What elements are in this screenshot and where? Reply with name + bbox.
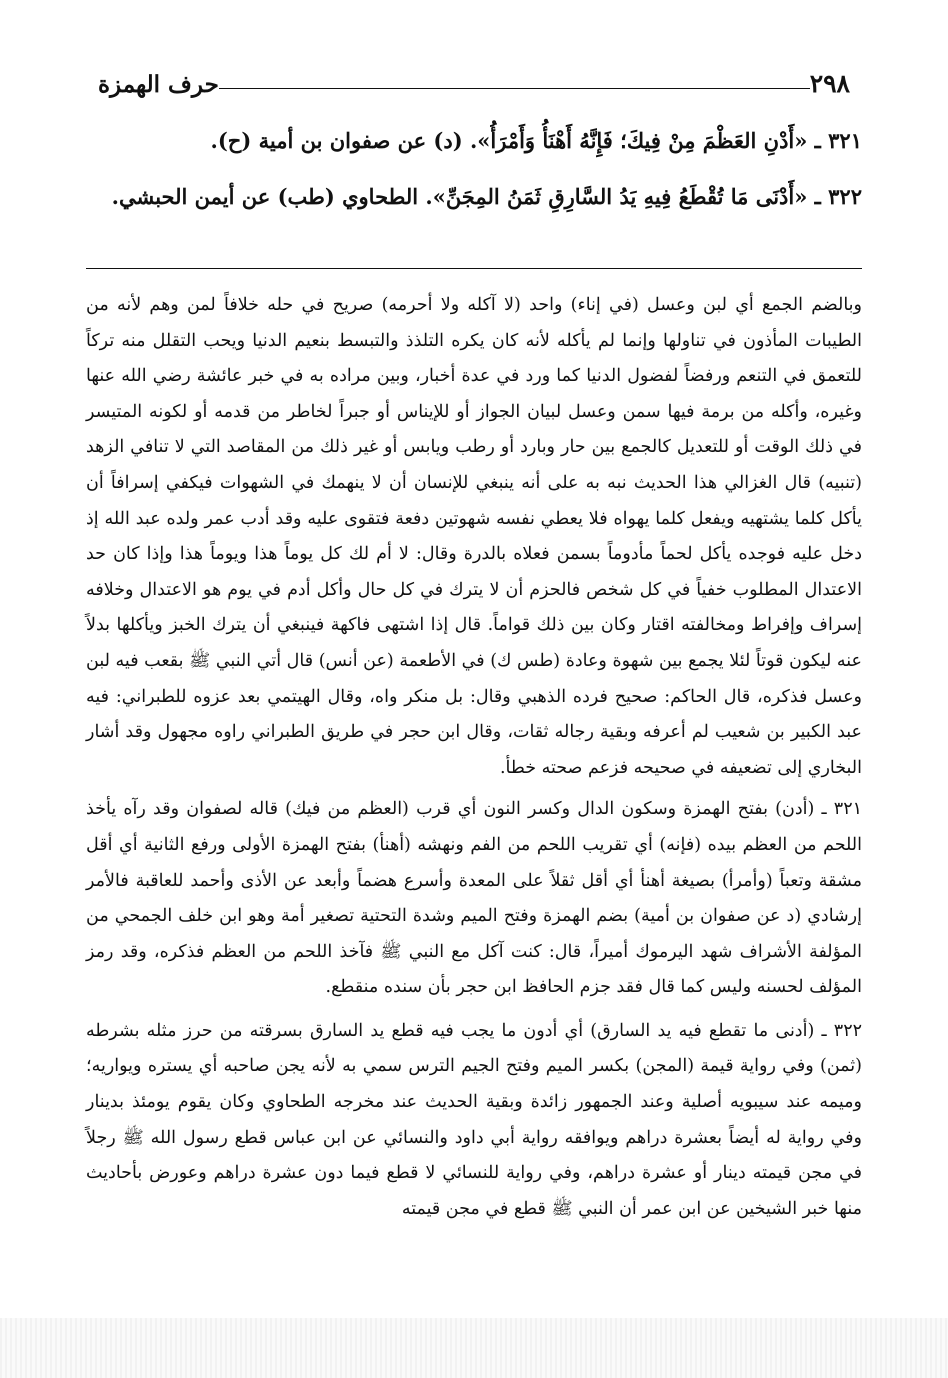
- page-header: [86, 58, 862, 98]
- hadith-block: [86, 118, 862, 230]
- commentary-paragraph-322: ٣٢٢ ـ (أدنى ما تقطع فيه يد السارق) أي أدون ما يجب فيه قطع يد السارق بسرقته من حرز مثله بشرطه (ثمن) وفي رواية قيمة (المجن) بكسر الميم وفتح الجيم الترس سمي به لأنه يجن صاحبه أي يستره ويواريه؛ وميمه عند سيبويه أصلية وعند الجمهور زائدة وبقية الحديث عند مخرجه الطحاوي وكان يقوم يومئذ بدينار وفي رواية له أيضاً بعشرة دراهم ويوافقه رواية أبي داود والنسائي عن ابن عباس قطع رسول الله ﷺ رجلاً في مجن قيمته دينار أو عشرة دراهم، وفي رواية للنسائي لا قطع فيما دون عشرة دراهم وعورض بأحاديث منها خبر الشيخين عن ابن عمر أن النبي ﷺ قطع في مجن قيمته: [86, 1020, 862, 1219]
- hadith-322-text: ٣٢٢ ـ «أَدْنَى مَا تُقْطَعُ فِيهِ يَدُ السَّارِقِ ثَمَنُ المِجَنِّ». الطحاوي (طب) عن أيمن الحبشي.: [111, 184, 862, 209]
- hadith-322: [86, 174, 862, 220]
- commentary-paragraph: وبالضم الجمع أي لبن وعسل (في إناء) واحد (لا آكله ولا أحرمه) صريح في حله خلافاً لمن وهم لأنه من الطيبات المأذون في تناولها وإنما لم يأكله لأنه كان يكره التلذذ والتبسط بنعيم الدنيا ويحب التقلل منه تركاً للتعمق في التنعم ورفضاً لفضول الدنيا كما ورد في عدة أخبار، وبين مراده به في خبر عائشة رضي الله عنها وغيره، وأكله من برمة فيها سمن وعسل لبيان الجواز أو للإيناس أو جبراً لخاطر من قدمه أو لكونه المتيسر في ذلك الوقت أو للتعديل كالجمع بين حار وبارد أو رطب ويابس أو غير ذلك من المقاصد التي لا تنافي الزهد (تنبيه) قال الغزالي هذا الحديث نبه به على أنه ينبغي للإنسان أن لا ينهمك في الشهوات فيكفي إسرافاً أن يأكل كلما يشتهيه ويفعل كلما يهواه فلا يعطي نفسه شهوتين دفعة فتقوى عليه وقد أدب عمر ولده عبد الله إذ دخل عليه فوجده يأكل لحماً مأدوماً بسمن فعلاه بالدرة وقال: لا أم لك كل يوماً هذا ويوماً هذا وإذا كان حد الاعتدال المطلوب خفياً في كل شخص فالحزم أن لا يترك في كل حال وأكل أدم في يوم هو الاعتدال وخلافه إسراف وإفراط ومخالفته اقتار وكان بين ذلك قواماً. قال إذا اشتهى فاكهة فينبغي أن يترك الخبز ويأكلها بدلاً عنه ليكون قوتاً لئلا يجمع بين شهوة وعادة (طس ك) في الأطعمة (عن أنس) قال أتي النبي ﷺ بقعب فيه لبن وعسل فذكره، قال الحاكم: صحيح فرده الذهبي وقال: بل منكر واه، وقال الهيتمي بعد عزوه للطبراني: فيه عبد الكبير بن شعيب لم أعرفه وبقية رجاله ثقات، وقال ابن حجر في طريق الطبراني راوه مجهول وقد أشار البخاري إلى تضعيفه في صحيحه فزعم صحته خطأ.: [86, 295, 862, 778]
- chapter-title: حرف الهمزة: [98, 71, 219, 98]
- scan-edge: [0, 1318, 948, 1378]
- commentary-block: [86, 288, 862, 1235]
- header-rule: [219, 88, 810, 89]
- commentary-paragraph-321: ٣٢١ ـ (أدن) بفتح الهمزة وسكون الدال وكسر النون أي قرب (العظم من فيك) قاله لصفوان وقد رآه يأخذ اللحم من العظم بيده (فإنه) أي تقريب اللحم من الفم ونهشه (أهنأ) بفتح الهمزة الأولى ورفع الثانية أي أقل مشقة وتعباً (وأمرأ) بصيغة أهنأ أي أقل ثقلاً على المعدة وأسرع هضماً وأبعد عن الأذى وأحمد للعاقبة فالأمر إرشادي (د عن صفوان بن أمية) بضم الهمزة وفتح الميم وشدة التحتية تصغير أمة وهو ابن خلف الجمحي من المؤلفة الأشراف شهد اليرموك أميراً، قال: كنت آكل مع النبي ﷺ فآخذ اللحم من العظم فذكره، وقد رمز المؤلف لحسنه وليس كما قال فقد جزم الحافظ ابن حجر بأن سنده منقطع.: [86, 799, 862, 998]
- hadith-321-text: ٣٢١ ـ «أَدْنِ العَظْمَ مِنْ فِيكَ؛ فَإِنَّهُ أَهْنَأُ وَأَمْرَأُ». (د) عن صفوان بن أمية (ح).: [210, 128, 862, 153]
- hadith-321: [86, 118, 862, 164]
- page-number: ٢٩٨: [809, 69, 850, 98]
- section-divider: [86, 268, 862, 269]
